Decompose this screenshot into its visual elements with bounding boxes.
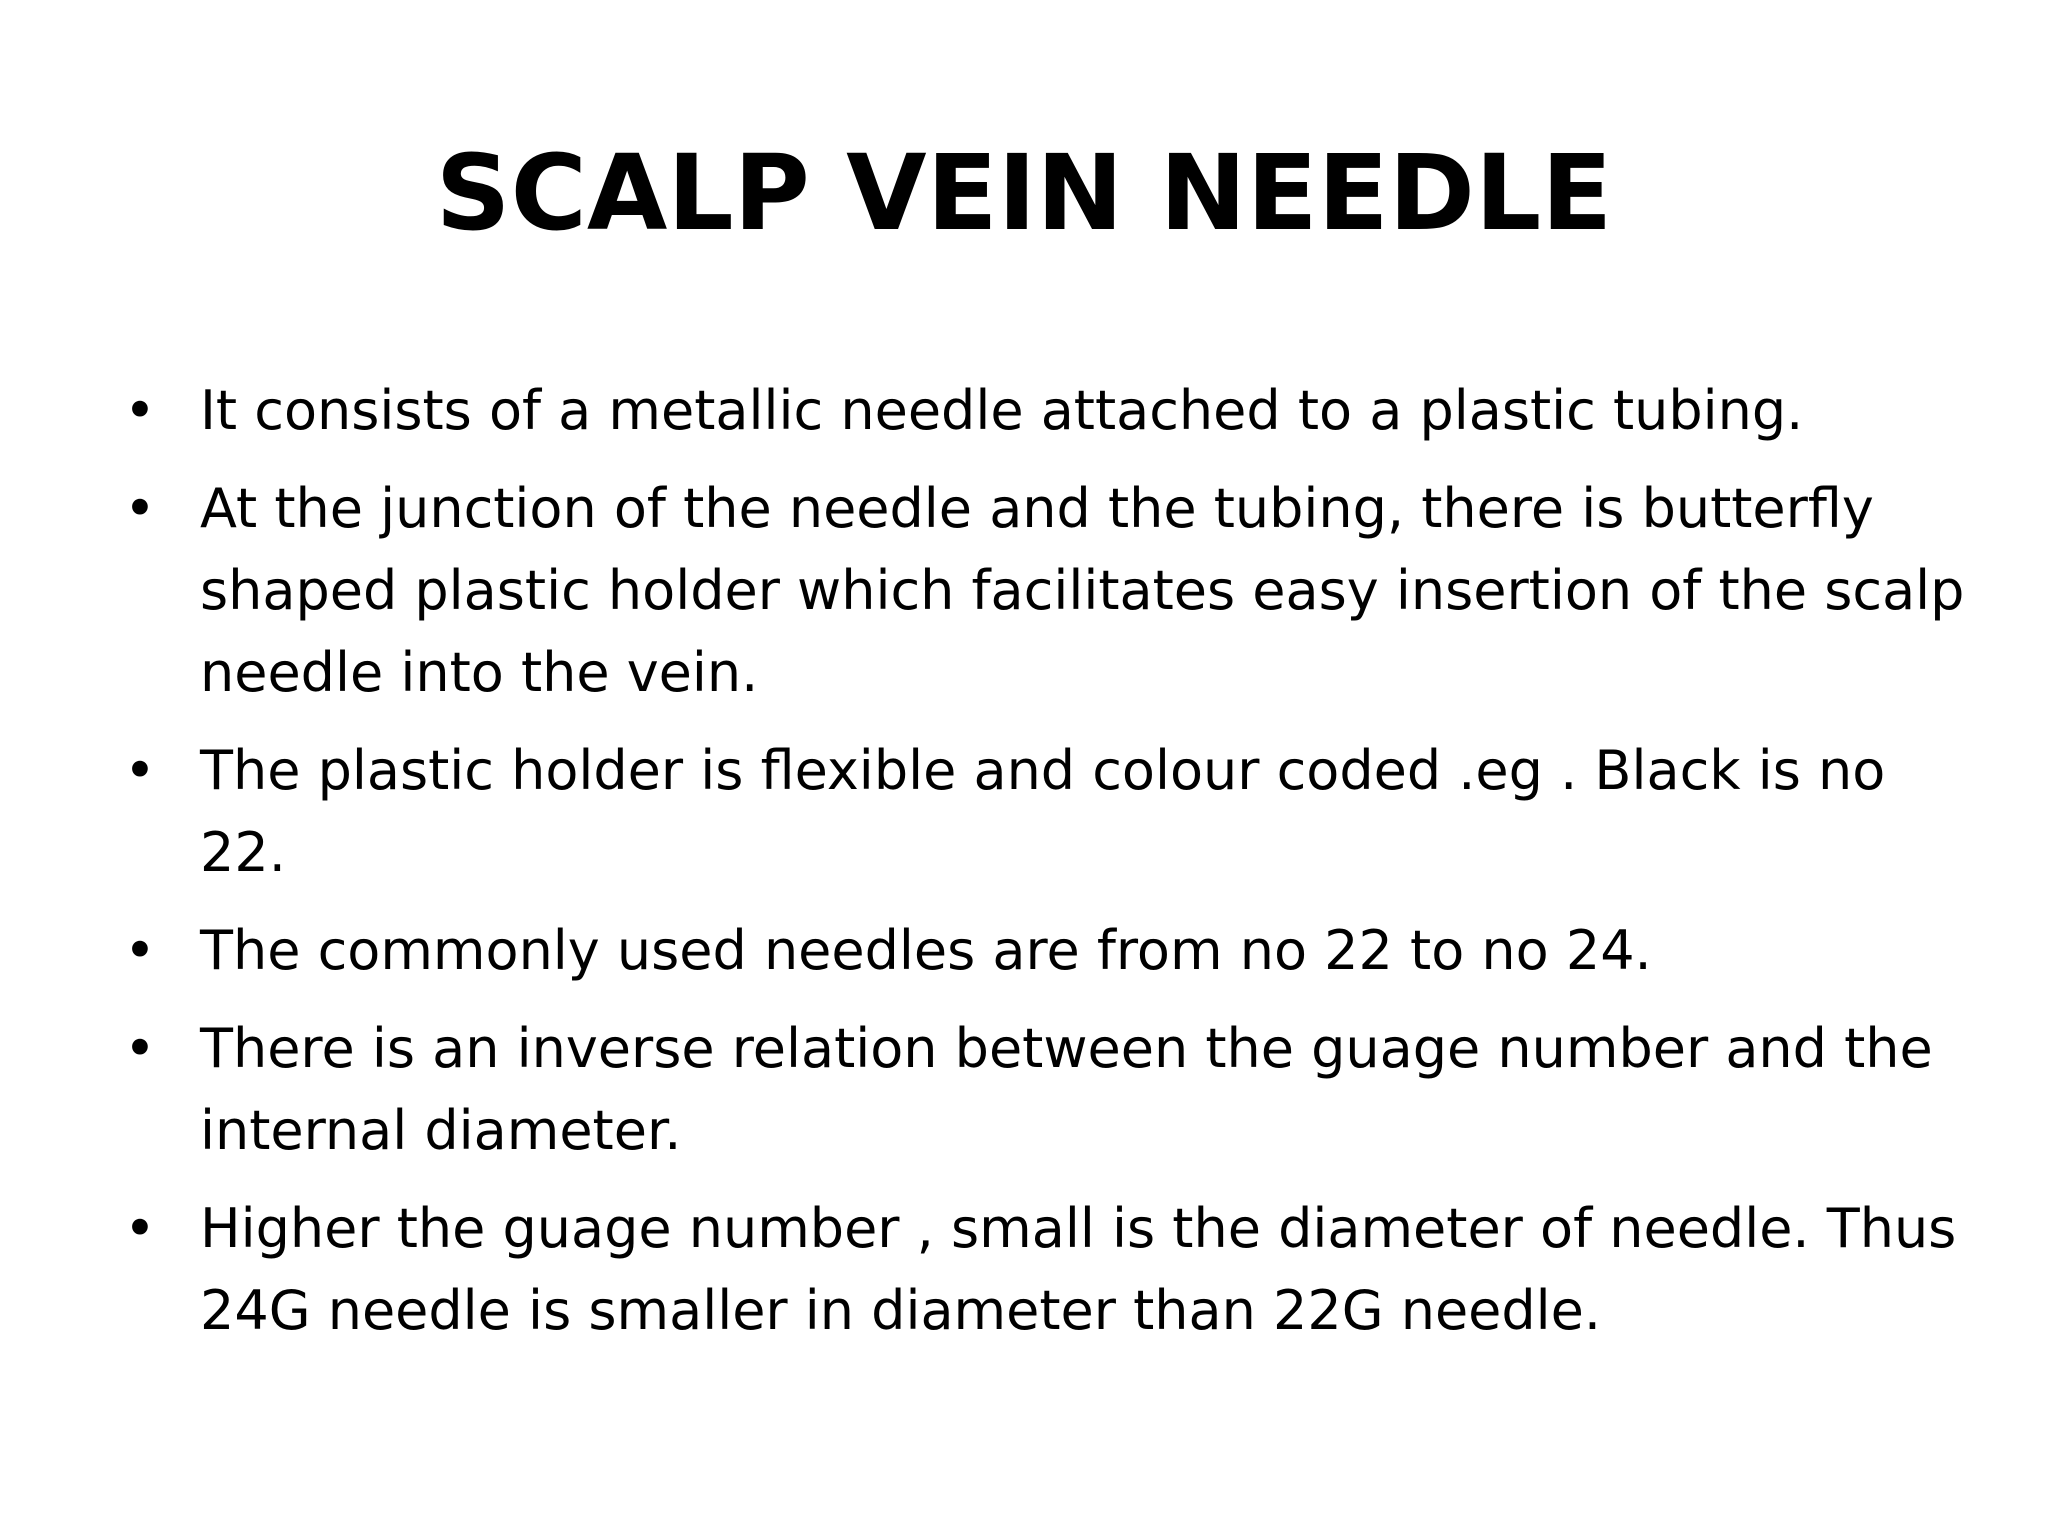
- bullet-item: [0, 1008, 2048, 1172]
- bullet-text: The commonly used needles are from no 22 to no 24.: [200, 919, 1652, 982]
- bullet-text: There is an inverse relation between the guage number and the internal diameter.: [200, 1017, 1933, 1162]
- bullet-text: The plastic holder is flexible and colour coded .eg . Black is no 22.: [200, 739, 1886, 884]
- bullet-marker: •: [124, 477, 156, 540]
- bullet-marker: •: [124, 379, 156, 442]
- bullet-list: [0, 370, 2048, 1368]
- bullet-marker: •: [124, 739, 156, 802]
- bullet-marker: •: [124, 1197, 156, 1260]
- bullet-text: It consists of a metallic needle attached to a plastic tubing.: [200, 379, 1804, 442]
- bullet-item: [0, 730, 2048, 894]
- bullet-item: [0, 468, 2048, 714]
- bullet-item: [0, 1188, 2048, 1352]
- bullet-text: At the junction of the needle and the tubing, there is butterfly shaped plastic holder which facilitates easy insertion of the scalp needle into the vein.: [200, 477, 1965, 704]
- bullet-marker: •: [124, 1017, 156, 1080]
- bullet-marker: •: [124, 919, 156, 982]
- bullet-text: Higher the guage number , small is the diameter of needle. Thus 24G needle is smaller in diameter than 22G needle.: [200, 1197, 1957, 1342]
- bullet-item: [0, 370, 2048, 452]
- slide-title: SCALP VEIN NEEDLE: [435, 132, 1613, 254]
- bullet-item: [0, 910, 2048, 992]
